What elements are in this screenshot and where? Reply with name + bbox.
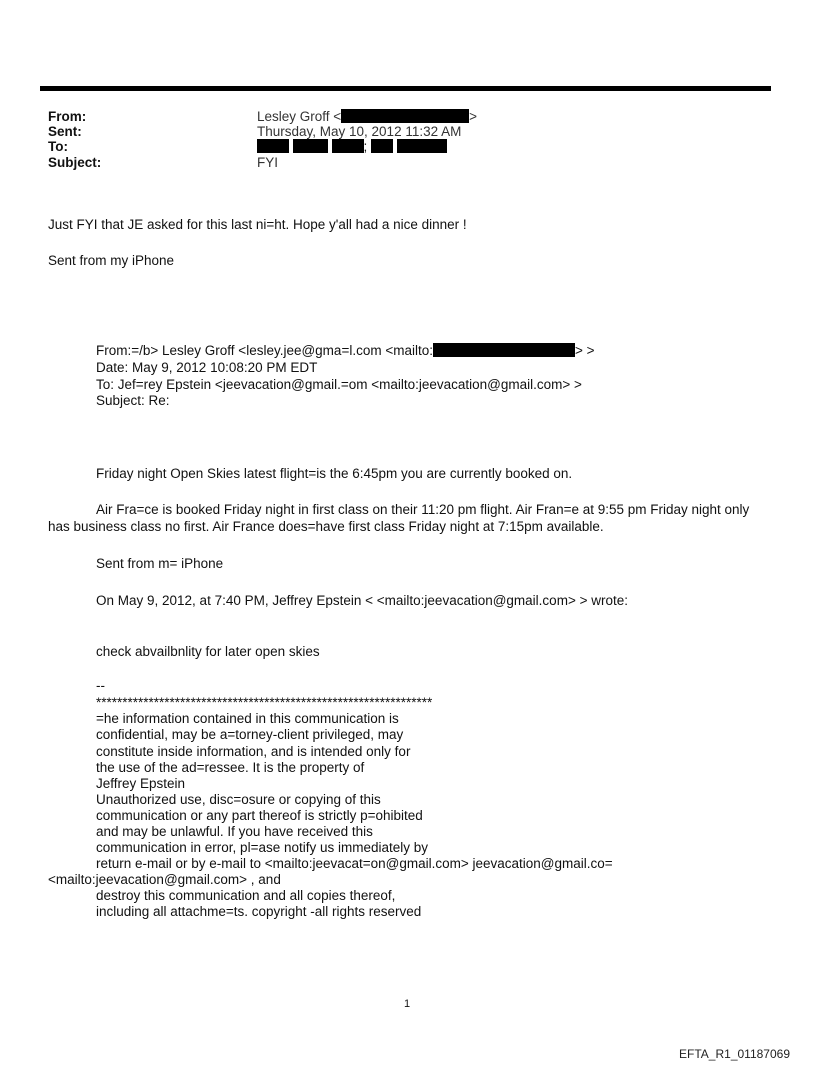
disclaimer-line: and may be unlawful. If you have received this (96, 824, 373, 839)
disclaimer-line: including all attachme=ts. copyright -all rights reserved (96, 904, 422, 919)
fwd-subject: Subject: Re: (96, 393, 170, 408)
redaction (341, 109, 469, 123)
disclaimer-line: Unauthorized use, disc=osure or copying of this (96, 792, 381, 807)
to-separator: ; (363, 139, 368, 154)
redaction (332, 139, 364, 153)
disclaimer-stars: **************************************************************** (96, 695, 433, 710)
disclaimer-line: <mailto:jeevacation@gmail.com> , and (48, 872, 281, 887)
fwd-para2-line1: Air Fra=ce is booked Friday night in first class on their 11:20 pm flight. Air Fran=e at 9:55 pm Friday night only (96, 502, 750, 517)
from-close: > (469, 109, 478, 124)
redaction (397, 139, 447, 153)
redaction (433, 343, 575, 357)
fwd-from-close: > > (574, 343, 595, 358)
disclaimer-line: destroy this communication and all copies thereof, (96, 888, 396, 903)
fwd-para2-line2: has business class no first. Air France does=have first class Friday night at 7:15pm available. (48, 519, 604, 534)
sent-value: Thursday, May 10, 2012 11:32 AM (257, 124, 462, 139)
disclaimer-line: Jeffrey Epstein (96, 776, 186, 791)
fwd-on-wrote: On May 9, 2012, at 7:40 PM, Jeffrey Epstein < <mailto:jeevacation@gmail.com> > wrote: (96, 593, 628, 608)
fwd-date: Date: May 9, 2012 10:08:20 PM EDT (96, 360, 318, 375)
from-value (257, 109, 477, 125)
fwd-from-text: From:=/b> Lesley Groff <lesley.jee@gma=l.com <mailto: (96, 343, 433, 358)
redaction (371, 139, 393, 153)
disclaimer-line: constitute inside information, and is intended only for (96, 744, 411, 759)
sent-label: Sent: (48, 124, 82, 139)
disclaimer-dashes: -- (96, 678, 105, 693)
subject-value: FYI (257, 155, 279, 170)
original-message: check abvailbnlity for later open skies (96, 644, 320, 659)
to-label: To: (48, 139, 68, 154)
fwd-para1: Friday night Open Skies latest flight=is the 6:45pm you are currently booked on. (96, 466, 573, 481)
body-signature: Sent from my iPhone (48, 253, 175, 268)
header-rule (40, 86, 771, 91)
fwd-to: To: Jef=rey Epstein <jeevacation@gmail.=om <mailto:jeevacation@gmail.com> > (96, 377, 582, 392)
disclaimer-line: communication in error, pl=ase notify us immediately by (96, 840, 429, 855)
fwd-from (96, 343, 595, 359)
disclaimer-line: return e-mail or by e-mail to <mailto:jeevacat=on@gmail.com> jeevacation@gmail.co= (96, 856, 613, 871)
page-number: 1 (404, 998, 411, 1010)
disclaimer-line: confidential, may be a=torney-client privileged, may (96, 727, 404, 742)
bates-number: EFTA_R1_01187069 (679, 1047, 790, 1061)
redaction (293, 139, 328, 153)
from-label: From: (48, 109, 87, 124)
from-name: Lesley Groff < (257, 109, 342, 124)
to-value (257, 139, 447, 155)
fwd-signature: Sent from m= iPhone (96, 556, 224, 571)
disclaimer-line: =he information contained in this communication is (96, 711, 399, 726)
redaction (257, 139, 289, 153)
disclaimer-line: the use of the ad=ressee. It is the property of (96, 760, 365, 775)
subject-label: Subject: (48, 155, 102, 170)
disclaimer-line: communication or any part thereof is strictly p=ohibited (96, 808, 423, 823)
body-text: Just FYI that JE asked for this last ni=ht. Hope y'all had a nice dinner ! (48, 217, 467, 232)
